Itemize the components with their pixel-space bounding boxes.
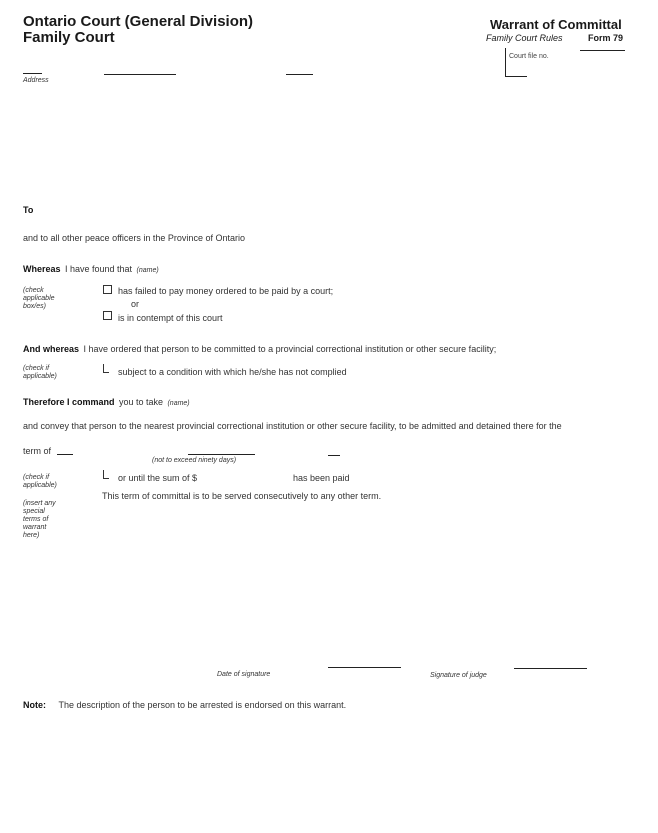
therefore-text: you to take <box>118 397 164 407</box>
therefore-lead: Therefore I command <box>23 397 115 407</box>
court-file-label: Court file no. <box>509 53 549 60</box>
term-of-label: term of <box>23 446 52 456</box>
has-been-paid-text: has been paid <box>293 473 350 483</box>
contempt-text: is in contempt of this court <box>118 313 223 323</box>
form-number: Form 79 <box>588 33 624 43</box>
term-note: (not to exceed ninety days) <box>152 457 237 464</box>
date-signature-line[interactable] <box>328 667 401 668</box>
insert-note: (insert any special terms of warrant here) <box>23 500 56 539</box>
convey-text: and convey that person to the nearest provincial correctional institution or other secure facility, to be admitted and detained there for the <box>23 421 562 431</box>
consecutive-text: This term of committal is to be served consecutively to any other term. <box>102 491 382 501</box>
check-note-1: (check applicable box/es) <box>23 287 55 310</box>
address-line-2[interactable] <box>104 74 176 75</box>
date-signature-label: Date of signature <box>217 671 271 678</box>
address-line-3[interactable] <box>286 74 313 75</box>
term-line-1[interactable] <box>57 454 73 455</box>
and-whereas-text: I have ordered that person to be committed to a provincial correctional institution or other secure facility; <box>83 344 497 354</box>
and-whereas-line <box>23 339 496 357</box>
therefore-name-note: (name) <box>167 400 190 407</box>
whereas-text: I have found that <box>64 264 133 274</box>
condition-text: subject to a condition with which he/she has not complied <box>118 367 347 377</box>
and-whereas-lead: And whereas <box>23 344 80 354</box>
term-line-3[interactable] <box>328 455 340 456</box>
form-title: Warrant of Committal <box>490 17 622 32</box>
court-file-box-left <box>505 48 506 76</box>
condition-checkbox[interactable] <box>103 364 109 373</box>
failed-to-pay-checkbox[interactable] <box>103 285 112 294</box>
note-line <box>23 695 346 713</box>
therefore-line <box>23 392 190 410</box>
address-line-1[interactable] <box>23 73 42 74</box>
judge-signature-line[interactable] <box>514 668 587 669</box>
court-file-bottom-line <box>505 76 527 77</box>
address-label: Address <box>23 77 49 84</box>
contempt-checkbox[interactable] <box>103 311 112 320</box>
term-line-2[interactable] <box>188 454 255 455</box>
until-sum-text: or until the sum of $ <box>118 473 198 483</box>
court-file-top-line <box>580 50 625 51</box>
whereas-line <box>23 259 159 277</box>
check-note-3: (check if applicable) <box>23 474 57 489</box>
note-lead: Note: <box>23 700 46 710</box>
note-text: The description of the person to be arrested is endorsed on this warrant. <box>58 700 347 710</box>
to-label: To <box>23 205 34 215</box>
check-note-2: (check if applicable) <box>23 365 57 380</box>
peace-officers-text: and to all other peace officers in the Province of Ontario <box>23 233 245 243</box>
failed-to-pay-text: has failed to pay money ordered to be paid by a court; <box>118 286 334 296</box>
judge-signature-label: Signature of judge <box>430 672 487 679</box>
until-paid-checkbox[interactable] <box>103 470 109 479</box>
whereas-name-note: (name) <box>136 267 159 274</box>
court-division: Family Court <box>23 29 115 46</box>
rules-label: Family Court Rules <box>486 33 563 43</box>
or-text: or <box>131 299 140 309</box>
whereas-lead: Whereas <box>23 264 61 274</box>
court-name: Ontario Court (General Division) <box>23 13 254 30</box>
